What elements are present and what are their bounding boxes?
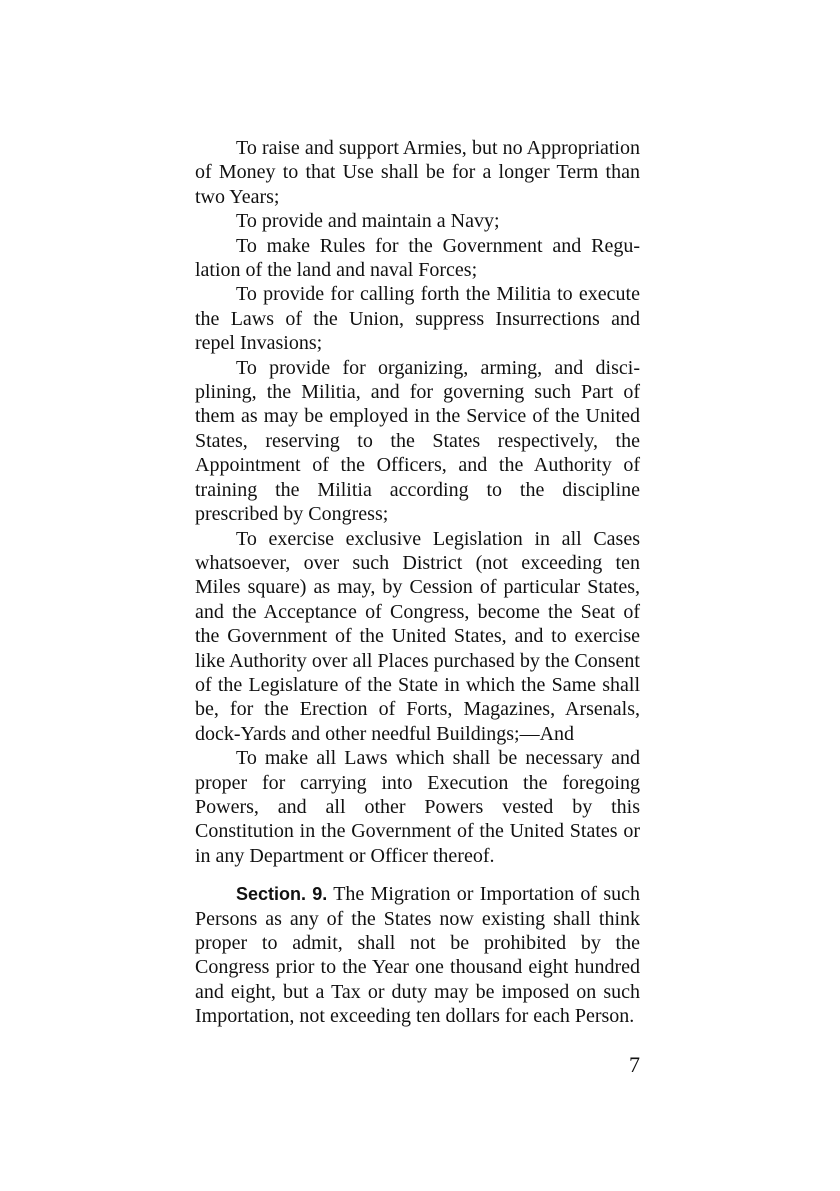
section-heading: Section. 9. [236, 884, 328, 905]
paragraph-armies: To raise and support Armies, but no Appropriation of Money to that Use shall be for a longer Term than two Years; [195, 137, 640, 208]
paragraph-necessary-proper: To make all Laws which shall be necessary and proper for carrying into Execution the foregoing Powers, and all other Powers vested by this Constitution in the Government of the United States or in any Department or Officer thereof. [195, 747, 640, 867]
page-number: 7 [629, 1052, 640, 1077]
section-9-paragraph [195, 882, 640, 1028]
paragraph-militia-calling: To provide for calling forth the Militia to execute the Laws of the Union, suppress Insurrections and repel Invasions; [195, 283, 640, 355]
paragraph-rules: To make Rules for the Government and Regulation of the land and naval Forces; [195, 234, 640, 282]
section-text: The Migration or Importation of such Persons as any of the States now existing shall think proper to admit, shall not be prohibited by the Congress prior to the Year one thousand eight hundred and eight, but a Tax or duty may be imposed on such Importation, not exceeding ten dollars for each Person. [195, 883, 640, 1028]
paragraph-navy: To provide and maintain a Navy; [236, 210, 500, 233]
paragraph-militia-organizing: To provide for organizing, arming, and disciplining, the Militia, and for governing such Part of them as may be employed in the Service of the United States, reserving to the States respectively, the Appointment of the Officers, and the Authority of training the Militia according to the discipline prescribed by Congress; [195, 356, 640, 526]
page-body [195, 136, 640, 1029]
paragraph-exclusive-legislation: To exercise exclusive Legislation in all Cases whatsoever, over such District (not exceeding ten Miles square) as may, by Cession of particular States, and the Acceptance of Congress, become the Seat of the Government of the United States, and to exercise like Authority over all Places purchased by the Consent of the Legislature of the State in which the Same shall be, for the Erection of Forts, Magazines, Arsenals, dock-Yards and other needful Buildings;—And [195, 527, 640, 745]
